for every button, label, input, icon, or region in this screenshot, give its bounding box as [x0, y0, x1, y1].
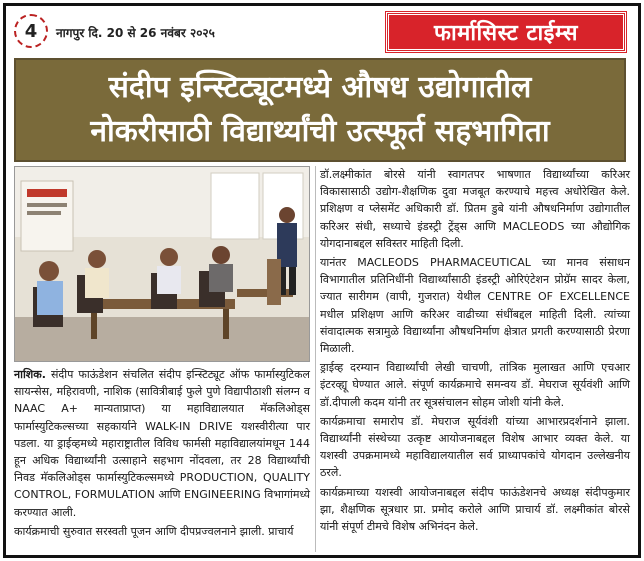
article-column-left — [14, 366, 310, 542]
article-paragraph: कार्यक्रमाची सुरुवात सरस्वती पूजन आणि दीपप्रज्वलनाने झाली. प्राचार्य — [14, 524, 294, 538]
article-paragraph: ड्राईव्ह दरम्यान विद्यार्थ्यांची लेखी चाचणी, तांत्रिक मुलाखत आणि एचआर इंटरव्ह्यू घेण्यात आले. संपूर्ण कार्यक्रमाचे समन्वय डॉ. मेघराज सूर्यवंशी आणि डॉ.दीपाली कदम यांनी तर सूत्रसंचालन सोहम जोशी यांनी केले. — [320, 361, 630, 409]
headline-banner — [14, 58, 626, 162]
article-column-right — [320, 166, 630, 537]
article-paragraph: कार्यक्रमाच्या यशस्वी आयोजनाबद्दल संदीप फाऊंडेशनचे अध्यक्ष संदीपकुमार झा, शैक्षणिक सूत्रधार प्रा. प्रमोद करोले आणि प्राचार्य डॉ. लक्ष्मीकांत बोरसे यांनी संपूर्ण टीमचे विशेष अभिनंदन केले. — [320, 485, 630, 534]
article-dateline-lead: नाशिक. — [14, 368, 46, 381]
page-number: 4 — [14, 14, 48, 48]
article-paragraph: कार्यक्रमाचा समारोप डॉ. मेघराज सूर्यवंशी यांच्या आभारप्रदर्शनाने झाला. विद्यार्थ्यांनी संस्थेच्या उत्कृष्ट आयोजनाबद्दल विशेष आभार व्यक्त केले. या यशस्वी उपक्रमामध्ये महाविद्यालयातील सर्व प्राध्यापकांचे योगदान उल्लेखनीय ठरले. — [320, 414, 630, 480]
headline-line-1: संदीप इन्स्टिट्यूटमध्ये औषध उद्योगातील — [108, 70, 532, 105]
article-paragraph: डॉ.लक्ष्मीकांत बोरसे यांनी स्वागतपर भाषणात विद्यार्थ्यांच्या करिअर विकासासाठी उद्योग-शैक्षणिक दुवा मजबूत करण्याचे महत्त्व अधोरेखित केले. प्रशिक्षण व प्लेसमेंट अधिकारी डॉ. प्रितम डुबे यांनी औषधनिर्माण उद्योगातील करिअर संधी, सध्याचे इंडस्ट्री ट्रेंड्स आणि MACLEODS च्या औद्योगिक योगदानाबद्दल सविस्तर माहिती दिली. — [320, 168, 630, 250]
column-divider — [315, 166, 316, 552]
article-paragraph: यानंतर MACLEODS PHARMACEUTICAL च्या मानव संसाधन विभागातील प्रतिनिधींनी विद्यार्थ्यांसाठी इंडस्ट्री ओरिएंटेशन प्रोग्रॅम सादर केला, ज्यात सारीगम (वापी, गुजरात) येथील CENTRE OF EXCELLENCE मधील प्रशिक्षण आणि करिअर वाढीच्या संधींबद्दल माहिती दिली. त्यांच्या संवादात्मक सत्रामुळे विद्यार्थ्यांना औषधनिर्माण क्षेत्रात प्रगती करण्यासाठी प्रेरणा मिळाली. — [320, 256, 630, 356]
article-paragraph — [14, 366, 310, 521]
event-photo — [14, 166, 310, 362]
masthead: फार्मासिस्ट टाईम्स — [386, 12, 626, 52]
event-photo-illustration — [15, 167, 310, 362]
dateline: नागपुर दि. 20 से 26 नवंबर २०२५ — [56, 26, 215, 40]
article-paragraph-text: संदीप फाऊंडेशन संचलित संदीप इन्स्टिट्यूट ऑफ फार्मास्युटिकल सायन्सेस, महिरावणी, नाशिक (सावित्रीबाई फुले पुणे विद्यापीठाशी संलग्न व NAAC A+ मान्यताप्राप्त) या महाविद्यालयात मॅकलिओड्स फार्मास्युटिकल्सच्या सहकार्याने WALK-IN DRIVE यशस्वीरीत्या पार पडला. या ड्राईव्हमध्ये महाराष्ट्रातील विविध फार्मसी महाविद्यालयांमधून 144 हून अधिक विद्यार्थ्यांनी उत्साहाने सहभाग नोंदवला, तर 28 विद्यार्थ्यांची निवड मॅकलिओड्स फार्मास्युटिकल्समध्ये PRODUCTION, QUALITY CONTROL, FORMULATION आणि ENGINEERING विभागांमध्ये करण्यात आली. — [14, 368, 310, 519]
headline-line-2: नोकरीसाठी विद्यार्थ्यांची उत्स्फूर्त सहभागिता — [90, 114, 550, 149]
